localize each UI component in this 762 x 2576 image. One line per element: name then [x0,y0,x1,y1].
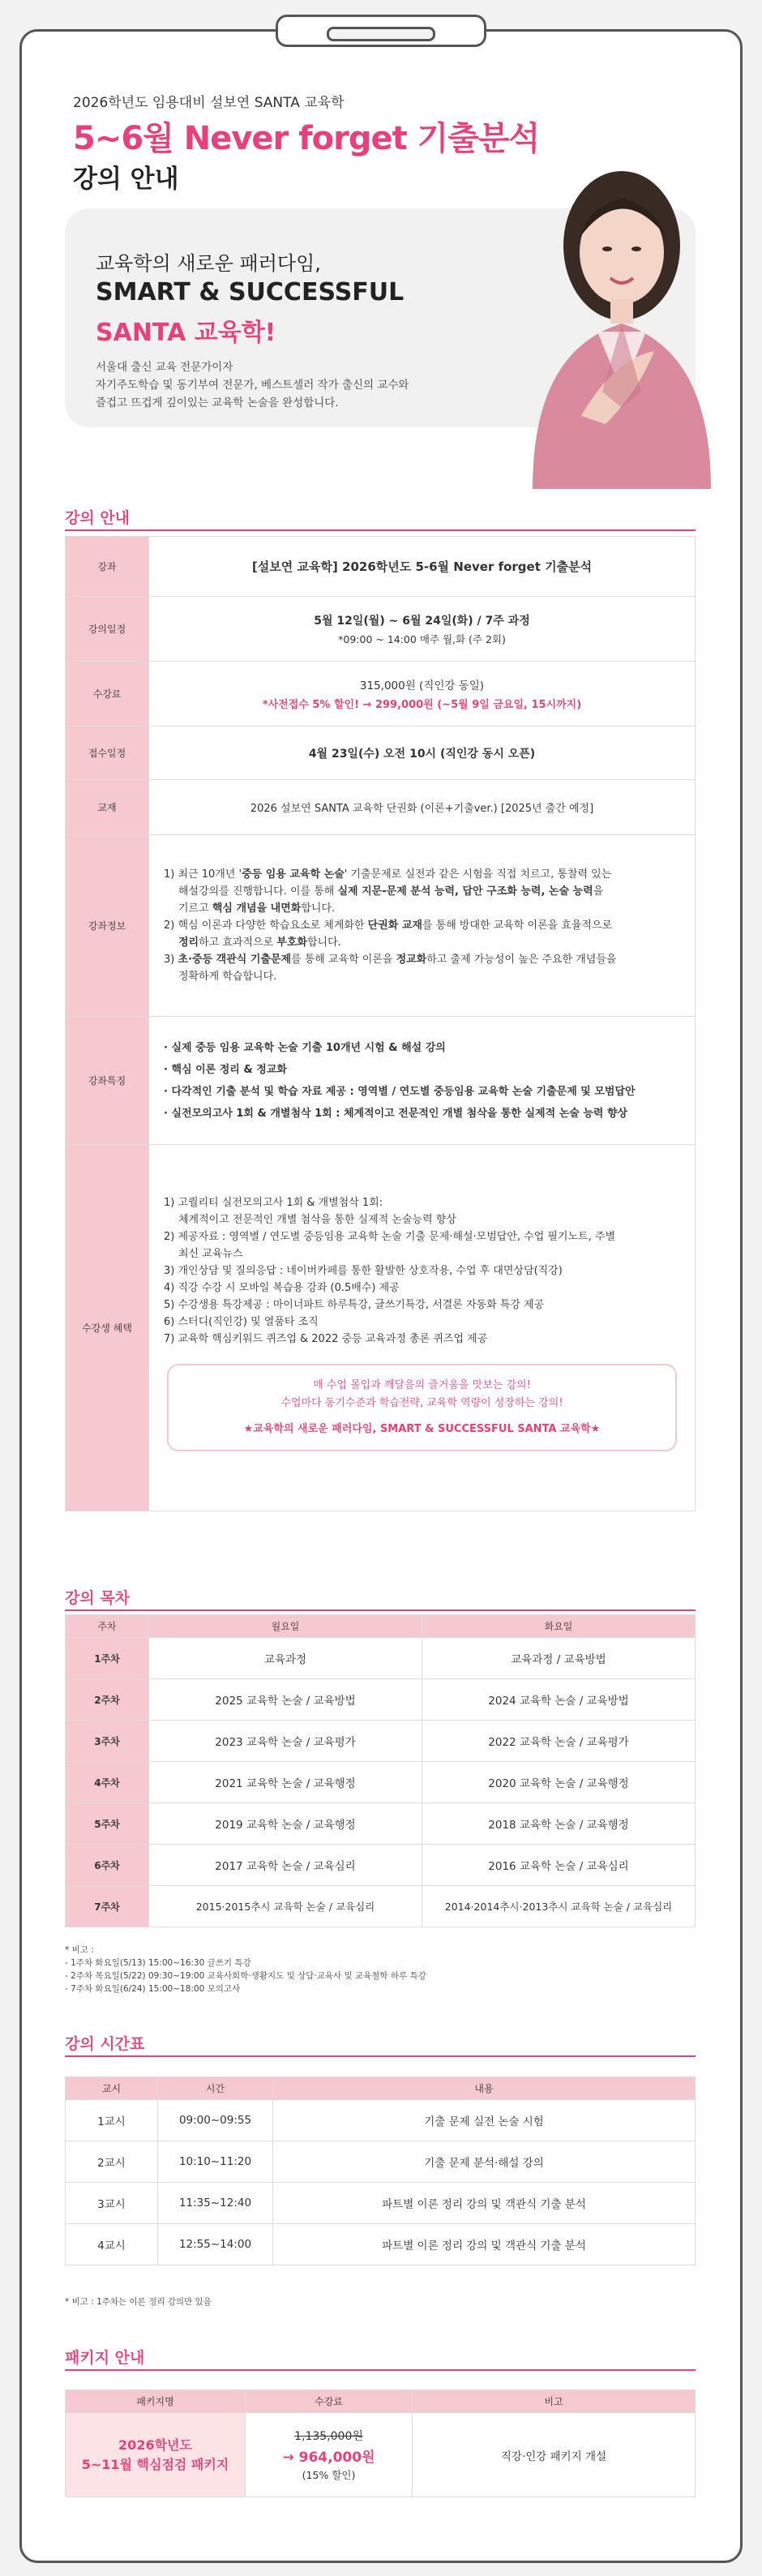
hero-line-3: SANTA 교육학! [96,319,276,347]
note-line: 매 수업 몰입과 깨달음의 즐거움을 맛보는 강의! [313,1379,531,1391]
header-monday: 월요일 [149,1615,422,1638]
instructor-portrait [500,148,711,489]
table-row [66,2413,696,2497]
package-table [65,2390,696,2497]
note-slogan: ★교육학의 새로운 패러다임, SMART & SUCCESSFUL SANTA 교육학★ [243,1423,601,1435]
week-label: 4주차 [66,1762,149,1803]
monday-cell: 2015·2015추시 교육학 논술 / 교육심리 [149,1886,422,1927]
header-content: 내용 [273,2077,696,2100]
monday-cell: 2019 교육학 논술 / 교육행정 [149,1803,422,1845]
textbook-value: 2026 설보연 SANTA 교육학 단권화 (이론+기출ver.) [2025년 출간 예정] [149,780,696,835]
section-rule [65,2369,696,2371]
note-line: - 7주차 화요일(6/24) 15:00~18:00 모의고사 [65,1984,241,1994]
content-cell: 파트별 이론 정리 강의 및 객관식 기출 분석 [273,2183,696,2224]
section-title-curriculum: 강의 목차 [65,1589,131,1607]
tuesday-cell: 교육과정 / 교육방법 [422,1638,696,1679]
table-row [66,835,696,1017]
hero-line-2: SMART & SUCCESSFUL [96,278,405,306]
section-rule [65,1609,696,1611]
header-period: 교시 [66,2077,158,2100]
package-name: 5~11월 핵심점검 패키지 [81,2456,229,2472]
package-fee-cell [246,2413,413,2497]
hero-title-2: 강의 안내 [73,165,179,194]
binder-clip [276,15,486,47]
content-cell: 파트별 이론 정리 강의 및 객관식 기출 분석 [273,2224,696,2265]
table-row [66,1721,696,1762]
hero-description [96,358,409,412]
table-row [66,1017,696,1145]
registration-value: 4월 23일(수) 오전 10시 (직인강 동시 오픈) [149,727,696,780]
benefit-item: 3) 개인상담 및 질의응답 : 네이버카페를 통한 활발한 상호작용, 수업 후 대면상담(직강) [164,1265,563,1277]
benefit-item: 1) 고퀄리티 실전모의고사 1회 & 개별첨삭 1회: [164,1197,383,1209]
row-label: 강좌 [66,537,149,597]
tuesday-cell: 2022 교육학 논술 / 교육평가 [422,1721,696,1762]
table-row [66,727,696,780]
hero-line-1: 교육학의 새로운 패러다임, [96,252,321,275]
hero-subtitle: 2026학년도 임용대비 설보연 SANTA 교육학 [73,95,345,111]
header-package-name: 패키지명 [66,2390,246,2413]
fee-discount: *사전접수 5% 할인! → 299,000원 (~5월 9일 금요일, 15시까지) [262,699,582,711]
feature-item: · 실전모의고사 1회 & 개별첨삭 1회 : 체계적이고 전문적인 개별 첨삭을 통한 실제적 논술 능력 향상 [164,1107,628,1120]
timetable-table [65,2077,696,2265]
benefit-item: 2) 제공자료 : 영역별 / 연도별 중등임용 교육학 논술 기출 문제·해설·모범답안, 수업 필기노트, 주별 [164,1231,615,1243]
benefits-list [149,1145,696,1511]
course-info-list [149,835,696,1017]
package-remark-cell: 직강·인강 패키지 개설 [413,2413,696,2497]
week-label: 5주차 [66,1803,149,1845]
header-fee: 수강료 [246,2390,413,2413]
note-line: - 1주차 화요일(5/13) 15:00~16:30 글쓰기 특강 [65,1958,251,1968]
section-rule [65,529,696,531]
table-row [66,1845,696,1886]
table-header-row [66,1615,696,1638]
hero-section [22,32,740,486]
header-remark: 비고 [413,2390,696,2413]
tuesday-cell: 2024 교육학 논술 / 교육방법 [422,1679,696,1721]
benefit-item: 체계적이고 전문적인 개별 첨삭을 통한 실제적 논술능력 향상 [178,1214,456,1226]
monday-cell: 2025 교육학 논술 / 교육방법 [149,1679,422,1721]
table-header-row [66,2077,696,2100]
table-row [66,2100,696,2141]
period-cell: 1교시 [66,2100,158,2141]
tuesday-cell: 2014·2014추시·2013추시 교육학 논술 / 교육심리 [422,1886,696,1927]
feature-item: · 다각적인 기출 분석 및 학습 자료 제공 : 영역별 / 연도별 중등임용 교육학 논술 기출문제 및 모범답안 [164,1085,636,1098]
note-line: - 2주차 목요일(5/22) 09:30~19:00 교육사회학·생활지도 및 상담·교육사 및 교육철학 하루 특강 [65,1971,426,1981]
section-title-package: 패키지 안내 [65,2349,145,2367]
price-discount-rate: (15% 할인) [302,2469,356,2481]
row-label: 교재 [66,780,149,835]
week-label: 7주차 [66,1886,149,1927]
table-row [66,1638,696,1679]
curriculum-table [65,1614,696,1927]
row-label: 수강생 혜택 [66,1145,149,1511]
monday-cell: 2021 교육학 논술 / 교육행정 [149,1762,422,1803]
fee-value: 315,000원 (직인강 동일) [359,679,485,692]
row-label: 강좌특징 [66,1017,149,1145]
hero-title: 5~6월 Never forget 기출분석 [73,120,540,157]
course-features-list [149,1017,696,1145]
header-tuesday: 화요일 [422,1615,696,1638]
table-row [66,662,696,727]
table-header-row [66,2390,696,2413]
header-week: 주차 [66,1615,149,1638]
table-row [66,1886,696,1927]
table-row [66,2224,696,2265]
tuesday-cell: 2018 교육학 논술 / 교육행정 [422,1803,696,1845]
header-time: 시간 [158,2077,273,2100]
table-row [66,2183,696,2224]
info-line: 기르고 핵심 개념을 내면화합니다. [178,902,336,915]
table-row [66,1803,696,1845]
time-cell: 12:55~14:00 [158,2224,273,2265]
hero-desc-line: 서울대 출신 교육 전문가이자 [96,361,233,374]
time-cell: 11:35~12:40 [158,2183,273,2224]
info-line: 3) 초·중등 객관식 기출문제를 통해 교육학 이론을 정교화하고 출제 가능성이 높은 주요한 개념들을 [164,954,617,966]
document-page [19,29,743,2563]
week-label: 3주차 [66,1721,149,1762]
tuesday-cell: 2020 교육학 논술 / 교육행정 [422,1762,696,1803]
table-row [66,780,696,835]
timetable-note: * 비고 : 1주차는 이론 정리 강의만 있음 [65,2297,212,2307]
week-label: 6주차 [66,1845,149,1886]
period-cell: 4교시 [66,2224,158,2265]
schedule-time: *09:00 ~ 14:00 매주 월,화 (주 2회) [338,632,506,645]
period-cell: 2교시 [66,2141,158,2183]
note-line: 수업마다 동기수준과 학습전략, 교육학 역량이 성장하는 강의! [280,1397,563,1409]
hero-desc-line: 자기주도학습 및 동기부여 전문가, 베스트셀러 작가 출신의 교수와 [96,379,409,392]
info-line: 정확하게 학습합니다. [178,971,277,983]
content-cell: 기출 문제 분석·해설 강의 [273,2141,696,2183]
schedule-value: 5월 12일(월) ~ 6월 24일(화) / 7주 과정 [314,614,530,628]
package-name-cell [66,2413,246,2497]
price-discounted: → 964,000원 [282,2450,375,2466]
week-label: 2주차 [66,1679,149,1721]
package-name-year: 2026학년도 [118,2437,192,2453]
section-title-course-info: 강의 안내 [65,509,131,527]
course-name: [설보연 교육학] 2026학년도 5-6월 Never forget 기출분석 [149,537,696,597]
hero-desc-line: 즐겁고 뜨겁게 깊이있는 교육학 논술을 완성합니다. [96,396,339,409]
time-cell: 10:10~11:20 [158,2141,273,2183]
row-label: 강좌정보 [66,835,149,1017]
row-label: 접수일정 [66,727,149,780]
monday-cell: 2023 교육학 논술 / 교육평가 [149,1721,422,1762]
info-line: 해설강의를 진행합니다. 이를 통해 실제 지문-문제 분석 능력, 답안 구조화 능력, 논술 능력을 [178,885,604,898]
tuesday-cell: 2016 교육학 논술 / 교육심리 [422,1845,696,1886]
section-rule [65,2055,696,2057]
info-line: 2) 핵심 이론과 다양한 학습요소로 체계화한 단권화 교재를 통해 방대한 교육학 이론을 효율적으로 [164,919,613,932]
section-title-timetable: 강의 시간표 [65,2035,145,2053]
table-row [66,537,696,597]
highlight-note-box [167,1364,677,1451]
note-line: * 비고 : [65,1945,94,1955]
benefit-item: 6) 스터디(직인강) 및 열품타 조직 [164,1316,319,1328]
course-info-table [65,536,696,1511]
benefit-item: 5) 수강생용 특강제공 : 마이너파트 하루특강, 글쓰기특강, 서결론 자동화 특강 제공 [164,1299,545,1311]
week-label: 1주차 [66,1638,149,1679]
monday-cell: 2017 교육학 논술 / 교육심리 [149,1845,422,1886]
period-cell: 3교시 [66,2183,158,2224]
benefit-item: 최신 교육뉴스 [178,1248,243,1260]
curriculum-notes [65,1944,426,1995]
benefit-item: 7) 교육학 핵심키워드 퀴즈업 & 2022 중등 교육과정 총론 퀴즈업 제공 [164,1333,488,1345]
monday-cell: 교육과정 [149,1638,422,1679]
table-row [66,1145,696,1511]
content-cell: 기출 문제 실전 논술 시험 [273,2100,696,2141]
time-cell: 09:00~09:55 [158,2100,273,2141]
info-line: 정리하고 효과적으로 부호화합니다. [178,937,341,949]
benefit-item: 4) 직강 수강 시 모바일 복습용 강좌 (0.5배수) 제공 [164,1282,400,1294]
row-label: 강의일정 [66,597,149,662]
feature-item: · 실제 중등 임용 교육학 논술 기출 10개년 시험 & 해설 강의 [164,1041,446,1054]
table-row [66,1762,696,1803]
feature-item: · 핵심 이론 정리 & 정교화 [164,1063,287,1076]
price-original: 1,135,000원 [294,2430,363,2443]
row-label: 수강료 [66,662,149,727]
table-row [66,597,696,662]
table-row [66,1679,696,1721]
info-line: 1) 최근 10개년 '중등 임용 교육학 논술' 기출문제로 실전과 같은 시험을 직접 치르고, 통찰력 있는 [164,868,612,881]
table-row [66,2141,696,2183]
